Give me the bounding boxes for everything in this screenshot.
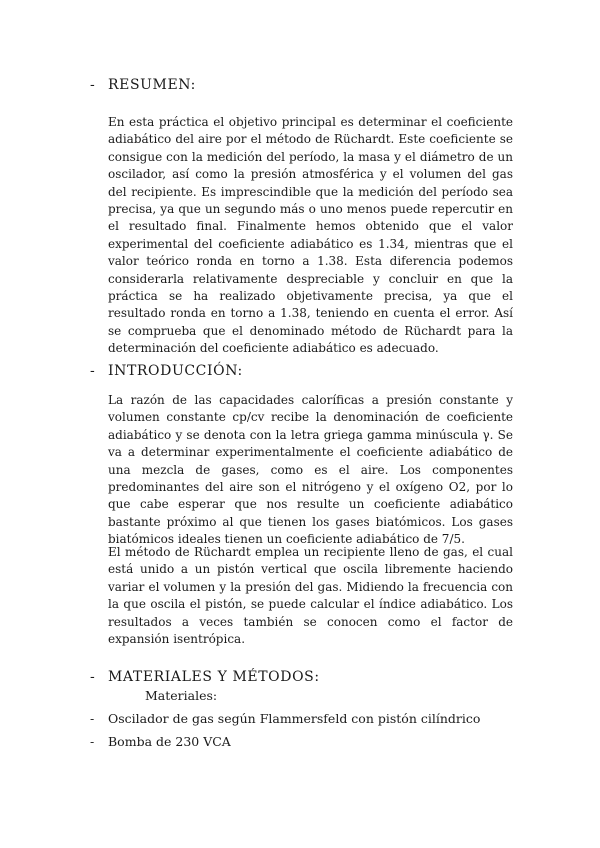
introduccion-paragraph-2: El método de Rüchardt emplea un recipiente lleno de gas, el cual está unido a un pistón vertical que oscila libremente haciendo variar el volumen y la presión del gas. Midiendo la frecuencia con la que oscila el pistón, se puede calcular el índice adiabático. Los resultados a veces también se conocen como el factor de expansión isentrópica. bbox=[108, 545, 513, 647]
list-bullet: - bbox=[90, 734, 95, 749]
list-item bbox=[90, 710, 480, 728]
heading-title: MATERIALES Y MÉTODOS: bbox=[108, 669, 320, 685]
heading-bullet: - bbox=[90, 77, 96, 93]
section-heading-resumen bbox=[90, 76, 196, 94]
list-item bbox=[90, 733, 231, 751]
heading-bullet: - bbox=[90, 669, 96, 685]
section-heading-introduccion bbox=[90, 362, 243, 380]
introduccion-paragraph-1: La razón de las capacidades caloríficas a presión constante y volumen constante cp/cv recibe la denominación de coeficiente adiabático y se denota con la letra griega gamma minúscula γ. Se va a determinar experimentalmente el coeficiente adiabático de una mezcla de gases, como es el aire. Los componentes predominantes del aire son el nitrógeno y el oxígeno O2, por lo que cabe esperar que nos resulte un coeficiente adiabático bastante próximo al que tienen los gases biatómicos. Los gases biatómicos ideales tienen un coeficiente adiabático de 7/5. bbox=[108, 393, 513, 547]
resumen-paragraph: En esta práctica el objetivo principal es determinar el coeficiente adiabático del aire por el método de Rüchardt. Este coeficiente se consigue con la medición del período, la masa y el diámetro de un oscilador, así como la presión atmosférica y el volumen del gas del recipiente. Es imprescindible que la medición del período sea precisa, ya que un segundo más o uno menos puede repercutir en el resultado final. Finalmente hemos obtenido que el valor experimental del coeficiente adiabático es 1.34, mientras que el valor teórico ronda en torno a 1.38. Esta diferencia podemos considerarla relativamente despreciable y concluir en que la práctica se ha realizado objetivamente precisa, ya que el resultado ronda en torno a 1.38, teniendo en cuenta el error. Así se comprueba que el denominado método de Rüchardt para la determinación del coeficiente adiabático es adecuado. bbox=[108, 115, 513, 356]
heading-title: RESUMEN: bbox=[108, 77, 196, 93]
heading-bullet: - bbox=[90, 363, 96, 379]
heading-title: INTRODUCCIÓN: bbox=[108, 363, 243, 379]
section-heading-materiales bbox=[90, 668, 320, 686]
list-item-text: Oscilador de gas según Flammersfeld con pistón cilíndrico bbox=[108, 711, 481, 726]
list-bullet: - bbox=[90, 711, 95, 726]
list-item-text: Bomba de 230 VCA bbox=[108, 734, 231, 749]
materiales-subheading: Materiales: bbox=[145, 688, 218, 703]
